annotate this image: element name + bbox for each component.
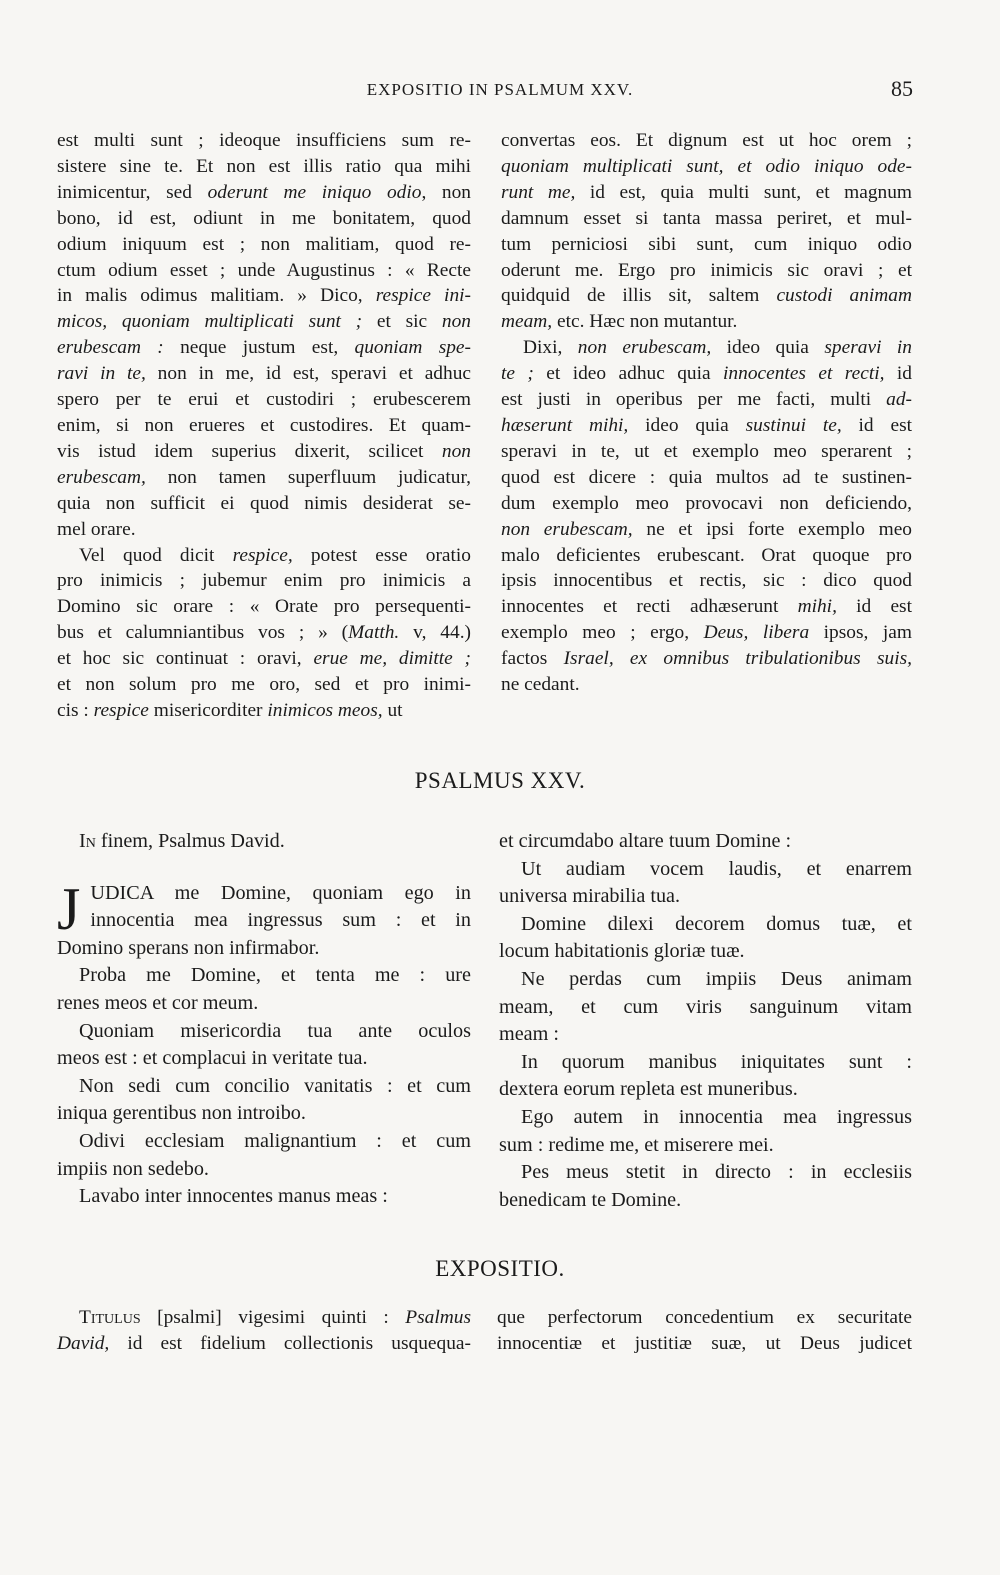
expositio-line [57, 1305, 471, 1331]
text-line: et hoc sic continuat : oravi, erue me, dimitte ; [57, 648, 471, 670]
text-line: Proba me Domine, et tenta me : ure [79, 964, 471, 987]
text-line: ravi in te, non in me, id est, speravi et adhuc [57, 363, 472, 385]
text-line: bono, id est, odiunt in me bonitatem, quod [57, 207, 471, 229]
text-line: que perfectorum concedentium ex securitate [497, 1307, 912, 1328]
text-line: quoniam multiplicati sunt, et odio iniquo ode- [501, 155, 912, 177]
text-line: et circumdabo altare tuum Domine : [499, 830, 792, 852]
text-line: te ; et ideo adhuc quia innocentes et recti, id [501, 363, 912, 385]
text-line: meam : [499, 1023, 559, 1046]
text-line: innocentiæ et justitiæ suæ, ut Deus judicet [497, 1332, 912, 1354]
psalm-heading: PSALMUS XXV. [414, 768, 586, 793]
text-line: renes meos et cor meum. [57, 991, 259, 1014]
text-line: erubescam : neque justum est, quoniam spe- [57, 337, 471, 359]
text-line: Quoniam misericordia tua ante oculos [79, 1019, 471, 1042]
text-line: impiis non sedebo. [57, 1157, 209, 1180]
text-line: odium iniquum est ; non malitiam, quod re- [57, 233, 471, 255]
text-line: quia non sufficit ei quod nimis desiderat se- [57, 492, 471, 514]
text-line: meam, et cum viris sanguinum vitam [499, 995, 912, 1018]
text-line: innocentes et recti adhæserunt mihi, id est [501, 596, 912, 618]
expositio-line-rest: [psalmi] vigesimi quinti : Psalmus [140, 1307, 471, 1328]
running-header [0, 76, 1000, 106]
text-line: est justi in operibus per me facti, multi ad- [501, 389, 912, 411]
psalm-column-left [57, 828, 471, 1211]
text-line: runt me, id est, quia multi sunt, et magnum [501, 181, 912, 203]
psalm-title [57, 828, 471, 856]
text-line: micos, quoniam multiplicati sunt ; et sic non [57, 311, 471, 333]
expositio-column-right [497, 1305, 912, 1357]
text-line: Vel quod dicit respice, potest esse oratio [79, 544, 471, 566]
psalm-title-initial: In [79, 830, 96, 852]
psalm-title-text: finem, Psalmus David. [95, 830, 285, 852]
text-line: universa mirabilia tua. [499, 885, 681, 908]
expositio-column-left [57, 1305, 471, 1357]
text-line: ne cedant. [501, 674, 580, 696]
text-line: erubescam, non tamen superfluum judicatur, [57, 466, 471, 488]
text-line: innocentia mea ingressus sum : et in [90, 909, 471, 932]
drop-cap: J [57, 875, 81, 942]
text-line: enim, si non erueres et custodires. Et quam- [57, 414, 471, 436]
text-line: ctum odium esset ; unde Augustinus : « Recte [57, 259, 471, 281]
text-line: bus et calumniantibus vos ; » (Matth. v, 44.) [57, 622, 471, 644]
expositio-line: David, id est fidelium collectionis usquequa- [57, 1332, 471, 1354]
text-line: spero per te erui et custodiri ; erubescerem [57, 389, 471, 411]
text-line: Non sedi cum concilio vanitatis : et cum [79, 1074, 471, 1097]
text-line: Ut audiam vocem laudis, et enarrem [521, 857, 912, 880]
text-line: meam, etc. Hæc non mutantur. [501, 311, 738, 333]
text-line: sum : redime me, et miserere mei. [499, 1133, 774, 1156]
text-line: mel orare. [57, 518, 136, 540]
text-line: quidquid de illis sit, saltem custodi animam [501, 285, 912, 307]
text-line: meos est : et complacui in veritate tua. [57, 1047, 368, 1070]
text-line: cis : respice misericorditer inimicos meos, ut [57, 699, 403, 721]
text-line: dum exemplo meo provocavi non deficiendo, [501, 492, 912, 514]
text-line: Odivi ecclesiam malignantium : et cum [79, 1129, 471, 1152]
text-line: Lavabo inter innocentes manus meas : [79, 1185, 388, 1208]
text-line: factos Israel, ex omnibus tribulationibus suis, [501, 648, 912, 670]
text-line: iniqua gerentibus non introibo. [57, 1102, 306, 1125]
text-line: quod est dicere : quia multos ad te sustinen- [501, 466, 912, 488]
text-line: exemplo meo ; ergo, Deus, libera ipsos, jam [501, 622, 912, 644]
text-line: Ego autem in innocentia mea ingressus [521, 1105, 912, 1128]
text-line: Domino sic orare : « Orate pro persequenti- [57, 596, 471, 618]
text-line: In quorum manibus iniquitates sunt : [521, 1050, 912, 1073]
running-title: EXPOSITIO IN PSALMUM XXV. [366, 80, 634, 99]
text-line: Domine dilexi decorem domus tuæ, et [521, 912, 912, 935]
text-line: tum perniciosi sibi sunt, cum iniquo odio [501, 233, 912, 255]
text-line: locum habitationis gloriæ tuæ. [499, 940, 745, 963]
text-line: inimicentur, sed oderunt me iniquo odio, non [57, 181, 471, 203]
text-line: Dixi, non erubescam, ideo quia speravi in [523, 337, 913, 359]
commentary-column-right [501, 128, 912, 698]
commentary-column-left [57, 128, 471, 724]
text-line: hæserunt mihi, ideo quia sustinui te, id est [501, 414, 913, 436]
text-line: non erubescam, ne et ipsi forte exemplo meo [501, 518, 912, 540]
text-line: convertas eos. Et dignum est ut hoc orem ; [501, 130, 912, 151]
text-line: pro inimicis ; jubemur enim pro inimicis a [57, 570, 471, 592]
text-line: Ne perdas cum impiis Deus animam [521, 967, 912, 990]
text-line: speravi in te, ut et exemplo meo sperarent ; [501, 440, 912, 462]
text-line: et non solum pro me oro, sed et pro inimi- [57, 674, 471, 696]
text-line: benedicam te Domine. [499, 1188, 682, 1211]
text-line: est multi sunt ; ideoque insufficiens sum re- [57, 130, 471, 151]
text-line: vis istud idem superius dixerit, scilicet non [57, 440, 471, 462]
text-line: in malis odimus malitiam. » Dico, respice ini- [57, 285, 471, 307]
text-line: dextera eorum repleta est muneribus. [499, 1078, 798, 1101]
text-line: damnum esset si tanta massa periret, et mul- [501, 207, 912, 229]
psalm-verses-left [57, 935, 471, 1211]
text-line: malo deficientes erubescant. Orat quoque pro [501, 544, 912, 566]
text-line: sistere sine te. Et non est illis ratio qua mihi [57, 155, 471, 177]
expositio-heading: EXPOSITIO. [435, 1256, 565, 1281]
text-line: UDICA me Domine, quoniam ego in [90, 881, 471, 904]
text-line: oderunt me. Ergo pro inimicis sic oravi ; et [501, 259, 912, 281]
text-line: Domino sperans non infirmabor. [57, 936, 320, 959]
text-line: Pes meus stetit in directo : in ecclesiis [521, 1161, 912, 1184]
expositio-initial-word: Titulus [79, 1307, 141, 1328]
text-line: ipsis innocentibus et rectis, sic : dico quod [501, 570, 912, 592]
psalm-first-lines [57, 875, 471, 942]
psalm-column-right [499, 828, 912, 1214]
page-number: 85 [891, 76, 913, 101]
